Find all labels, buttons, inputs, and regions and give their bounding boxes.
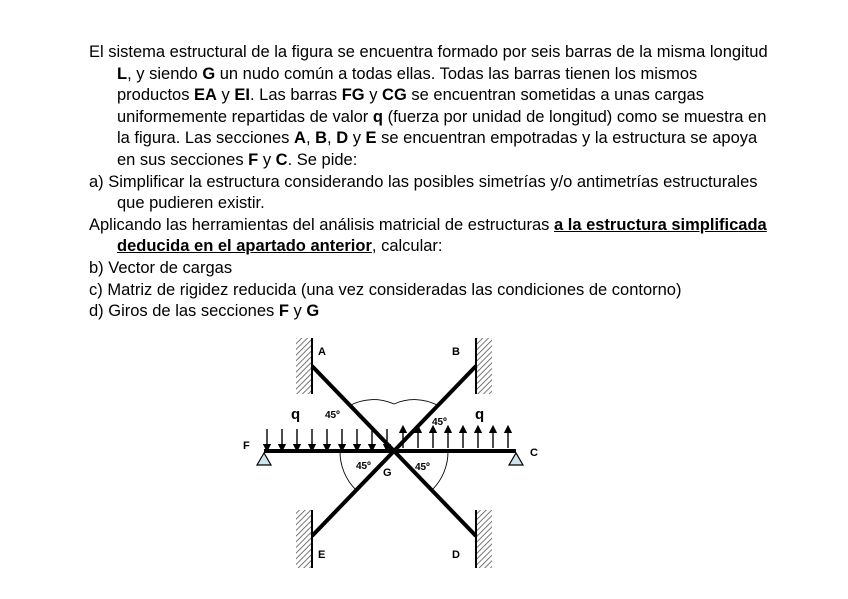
bold-text: EI: [234, 86, 250, 105]
bold-text: E: [365, 129, 377, 148]
bar-DG: [394, 451, 476, 536]
angle-arc-bottom-left: [340, 451, 356, 490]
bold-text: L: [117, 64, 128, 83]
text: . Se pide:: [287, 150, 358, 169]
item-c: c) Matriz de rigidez reducida (una vez consideradas las condiciones de contorno): [89, 280, 682, 299]
text: El sistema estructural de la figura se encuentra formado por seis barras de la misma longitud: [89, 43, 768, 61]
node-label-A: A: [318, 346, 326, 358]
item-a: a) Simplificar la estructura considerando las posibles simetrías y/o antimetrías estructurales que pudieren existir.: [89, 172, 758, 213]
text: ,: [305, 129, 316, 148]
text: y: [216, 86, 235, 105]
bold-text: B: [315, 129, 328, 148]
text: Aplicando las herramientas del análisis matricial de estructuras: [89, 215, 554, 234]
bold-text: F: [248, 150, 259, 169]
bar-AG: [312, 366, 394, 451]
text: , y siendo: [127, 64, 203, 83]
angle-label-bottom-right: 45º: [415, 462, 430, 473]
angle-arc-top-right: [394, 400, 439, 406]
node-label-B: B: [452, 346, 460, 358]
angle-arc-top-left: [349, 400, 394, 406]
node-label-C: C: [530, 447, 538, 459]
wall-support-B: [476, 338, 492, 394]
pin-support-F: [257, 453, 271, 465]
bold-text: G: [306, 302, 320, 321]
text: d) Giros de las secciones: [89, 302, 279, 321]
pin-support-C: [509, 453, 523, 465]
load-label-left: q: [291, 406, 301, 423]
angle-label-top-right: 45º: [432, 417, 447, 428]
text: , calcular:: [371, 237, 443, 256]
text: se encuentran sometidas a unas cargas uniformemente repartidas de valor: [117, 86, 704, 126]
bold-text: EA: [194, 86, 217, 105]
text: y: [364, 86, 383, 105]
distributed-load-right: [403, 429, 508, 448]
text: y: [258, 150, 276, 169]
underlined-text: a la estructura simplificada deducida en el apartado anterior: [117, 215, 767, 256]
bold-text: G: [202, 64, 216, 83]
text: (fuerza por unidad de longitud) como se muestra en la figura. Las secciones: [117, 107, 767, 148]
load-label-right: q: [475, 406, 485, 423]
node-label-E: E: [318, 549, 326, 561]
angle-label-bottom-left: 45º: [356, 461, 371, 472]
bold-text: C: [275, 150, 288, 169]
item-b: b) Vector de cargas: [89, 258, 233, 277]
text: ,: [327, 129, 337, 148]
node-label-D: D: [452, 549, 460, 561]
distributed-load-left: [267, 429, 387, 448]
text: se encuentran empotradas y la estructura se apoya en sus secciones: [117, 129, 758, 169]
wall-support-D: [476, 510, 492, 568]
text: y: [348, 129, 366, 148]
bold-text: CG: [382, 86, 407, 105]
angle-label-top-left: 45º: [325, 410, 340, 421]
wall-support-E: [296, 510, 312, 568]
bold-text: D: [336, 129, 349, 148]
bold-text: A: [294, 129, 306, 148]
node-label-F: F: [243, 440, 250, 452]
text: y: [288, 302, 307, 321]
text: un nudo común a todas ellas. Todas las barras tienen los mismos productos: [117, 64, 698, 105]
bold-text: F: [278, 302, 289, 321]
bold-text: q: [372, 107, 383, 126]
bar-EG: [312, 451, 394, 536]
node-label-G: G: [383, 467, 392, 479]
wall-support-A: [296, 338, 312, 394]
angle-arc-bottom-right: [432, 451, 448, 490]
text: . Las barras: [249, 86, 342, 105]
bold-text: FG: [341, 86, 365, 105]
